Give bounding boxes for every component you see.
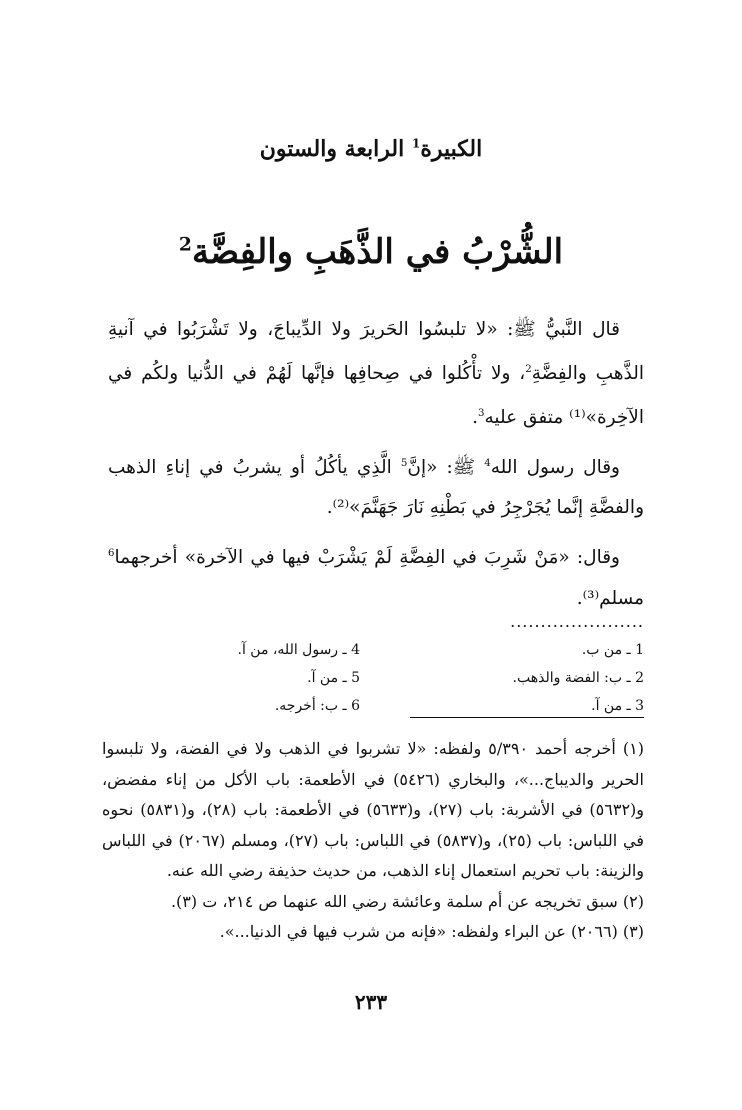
p1-text-c: . xyxy=(472,407,478,429)
variant-note: 5 ـ من آ. xyxy=(307,670,360,686)
hadith-paragraph-2 xyxy=(108,444,644,528)
footnote-3: (٣) (٢٠٦٦) عن البراء ولفظه: «فإنه من شرب فيها في الدنيا...». xyxy=(219,922,644,941)
variant-notes-right xyxy=(400,636,644,720)
section-title xyxy=(0,232,742,272)
body-text xyxy=(108,310,644,625)
p1-marker-2: 3 xyxy=(477,408,485,420)
p1-text-b: ، ولا تأْكُلوا في صِحافِها فإنَّها لَهُمْ في الدُّنيا ولكُم في الآخِرة»⁽¹⁾ متفق عليه xyxy=(108,363,644,429)
section-title-text: الشُّرْبُ في الذَّهَبِ والفِضَّة xyxy=(191,232,564,272)
p1-marker-1: 2 xyxy=(525,364,532,375)
p3-marker-1: 6 xyxy=(108,548,115,560)
p1-text-a: قال النَّبيُّ ﷺ: «لا تلبسُوا الحَريرَ ولا الدِّيباجَ، ولا تَشْرَبُوا في آنيةِ الذَّهبِ والفِضَّةِ xyxy=(108,319,644,385)
dotted-divider: ...................... xyxy=(510,612,644,631)
heading-word: الكبيرة xyxy=(420,136,483,162)
footnote-2: (٢) سبق تخريجه عن أم سلمة وعائشة رضي الله عنهما ص ٢١٤، ت (٣). xyxy=(170,891,644,911)
p3-text-b: مسلم⁽³⁾. xyxy=(576,587,644,609)
heading-rest: الرابعة والستون xyxy=(259,136,405,162)
footnotes xyxy=(102,734,644,948)
variant-note: 1 ـ من ب. xyxy=(581,642,644,658)
footnote-separator xyxy=(410,717,644,718)
hadith-paragraph-3 xyxy=(108,534,644,618)
variant-note: 2 ـ ب: الفضة والذهب. xyxy=(512,670,644,686)
variant-note: 6 ـ ب: أخرجه. xyxy=(274,698,360,714)
variant-note: 4 ـ رسول الله، من آ. xyxy=(237,642,360,658)
chapter-heading xyxy=(0,136,742,162)
hadith-paragraph-1 xyxy=(108,310,644,438)
p3-text-a: وقال: «مَنْ شَرِبَ في الفِضَّةِ لَمْ يَشْرَبْ فيها في الآخرة» أخرجهما xyxy=(114,547,620,569)
heading-note-marker: 1 xyxy=(411,136,421,151)
page-number: ٢٣٣ xyxy=(354,990,388,1014)
title-note-marker: 2 xyxy=(178,233,192,256)
variant-notes-left xyxy=(160,636,360,720)
footnote-1: (١) أخرجه أحمد ٥/٣٩٠ ولفظه: «لا تشربوا في الذهب ولا في الفضة، ولا تلبسوا الحرير والديباج...»، والبخاري (٥٤٢٦) في الأطعمة: باب الأكل من إناء مفضض، و(٥٦٣٢) في الأشربة: باب (٢٧)، و(٥٦٣٣) في الأطعمة: باب (٢٨)، و(٥٨٣١) نحوه في اللباس: باب (٢٥)، و(٥٨٣٧) في اللباس: باب (٢٧)، ومسلم (٢٠٦٧) في اللباس والزينة: باب تحريم استعمال إناء الذهب، من حديث حذيفة رضي الله عنه. xyxy=(102,739,644,880)
p2-marker-1: 4 xyxy=(484,458,491,470)
variant-note: 3 ـ من آ. xyxy=(591,698,644,714)
p2-text-b: ﷺ: «إنَّ xyxy=(407,457,485,479)
p2-marker-2: 5 xyxy=(400,458,408,470)
p2-text-a: وقال رسول الله xyxy=(490,457,620,479)
p2-text-c: الَّذِي يأكُلُ أو يشربُ في إناءِ الذهب والفضَّةِ إنَّما يُجَرْجِرُ في بَطْنِهِ نَارَ جَهَنَّمَ»⁽²⁾. xyxy=(108,457,644,519)
